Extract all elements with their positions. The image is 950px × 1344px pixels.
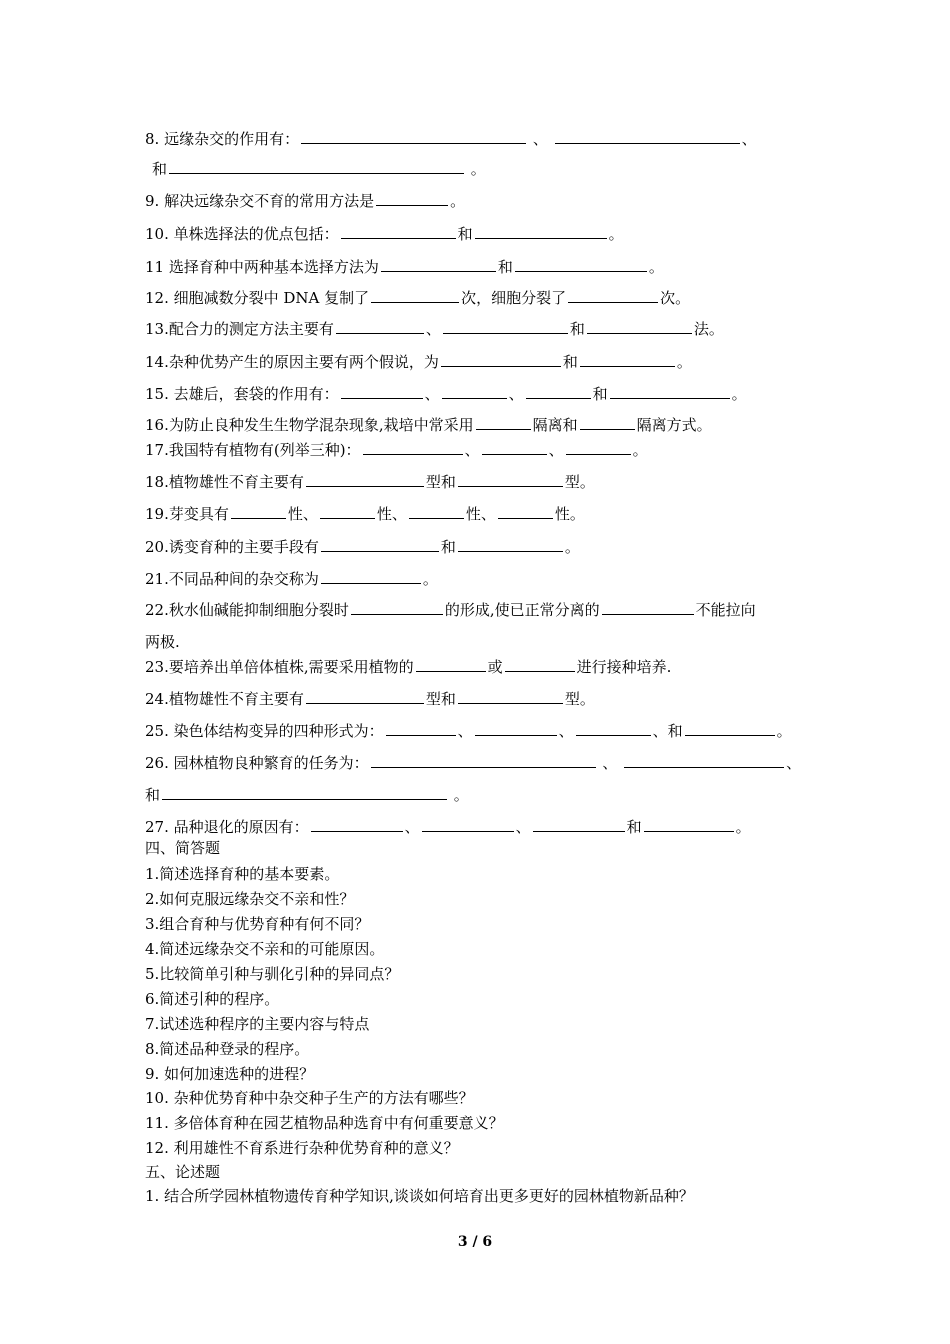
question-text: 。: [632, 441, 648, 459]
answer-blank[interactable]: [458, 688, 563, 704]
question-text: 和: [569, 320, 585, 338]
question-text: 。: [735, 818, 751, 836]
answer-blank[interactable]: [311, 816, 403, 832]
question-q21: [145, 568, 810, 589]
answer-blank[interactable]: [320, 503, 375, 519]
short-answer-question: 10. 杂种优势育种中杂交种子生产的方法有哪些？: [145, 1089, 474, 1107]
question-text: 的形成,使已正常分离的: [444, 601, 600, 619]
question-text: 22.秋水仙碱能抑制细胞分裂时: [145, 601, 349, 619]
question-q20: [145, 536, 810, 557]
question-q27: [145, 816, 810, 837]
answer-blank[interactable]: [685, 720, 775, 736]
question-text: 性。: [554, 505, 585, 523]
answer-blank[interactable]: [351, 599, 443, 615]
answer-blank[interactable]: [422, 816, 514, 832]
question-q22: [145, 599, 810, 620]
question-text: 19.芽变具有: [145, 505, 229, 523]
question-text: 次。: [660, 289, 691, 307]
answer-blank[interactable]: [376, 190, 448, 206]
answer-blank[interactable]: [458, 471, 563, 487]
page-number: 3 / 6: [457, 1234, 493, 1250]
question-text: 。: [466, 160, 486, 178]
short-answer-question: 4.简述远缘杂交不亲和的可能原因。: [145, 940, 385, 958]
answer-blank[interactable]: [576, 720, 651, 736]
answer-blank[interactable]: [568, 287, 658, 303]
question-text: 和: [626, 818, 642, 836]
question-q10: [145, 223, 810, 244]
answer-blank[interactable]: [441, 351, 561, 367]
question-q16: [145, 414, 810, 435]
question-text: 16.为防止良种发生生物学混杂现象,栽培中常采用: [145, 416, 474, 434]
answer-blank[interactable]: [341, 383, 423, 399]
answer-blank[interactable]: [231, 503, 286, 519]
section-title-short-answer: 四、简答题: [145, 839, 221, 857]
answer-blank[interactable]: [580, 351, 675, 367]
answer-blank[interactable]: [475, 223, 607, 239]
question-text: 和: [497, 258, 513, 276]
question-text: 13.配合力的测定方法主要有: [145, 320, 334, 338]
question-text: 25. 染色体结构变异的四种形式为：: [145, 722, 384, 740]
question-text: 和: [152, 160, 168, 178]
question-text: 14.杂种优势产生的原因主要有两个假说，为: [145, 353, 439, 371]
question-q11: [145, 256, 810, 277]
answer-blank[interactable]: [409, 503, 464, 519]
answer-blank[interactable]: [644, 816, 734, 832]
short-answer-question: 3.组合育种与优势育种有何不同？: [145, 915, 370, 933]
question-text: 性、: [376, 505, 407, 523]
question-text: 15. 去雄后，套袋的作用有：: [145, 385, 339, 403]
answer-blank[interactable]: [416, 656, 486, 672]
question-text: 27. 品种退化的原因有：: [145, 818, 309, 836]
answer-blank[interactable]: [555, 128, 740, 144]
answer-blank[interactable]: [336, 318, 424, 334]
answer-blank[interactable]: [580, 414, 635, 430]
answer-blank[interactable]: [458, 536, 563, 552]
question-text: 17.我国特有植物有(列举三种)：: [145, 441, 361, 459]
essay-question: 1. 结合所学园林植物遗传育种学知识,谈谈如何培育出更多更好的园林植物新品种？: [145, 1187, 694, 1205]
question-q15: [145, 383, 810, 404]
short-answer-question: 11. 多倍体育种在园艺植物品种选育中有何重要意义？: [145, 1114, 504, 1132]
section-title-essay: 五、论述题: [145, 1163, 221, 1181]
question-text: 和: [592, 385, 608, 403]
answer-blank[interactable]: [321, 568, 421, 584]
question-text: 或: [487, 658, 503, 676]
answer-blank[interactable]: [371, 752, 596, 768]
question-text: 、: [515, 818, 531, 836]
short-answer-question: 7.试述选种程序的主要内容与特点: [145, 1015, 370, 1033]
question-text: 26. 园林植物良种繁育的任务为：: [145, 754, 369, 772]
answer-blank[interactable]: [442, 383, 507, 399]
question-text: 隔离方式。: [636, 416, 712, 434]
short-answer-question: 8.简述品种登录的程序。: [145, 1040, 310, 1058]
question-text: 性、: [287, 505, 318, 523]
answer-blank[interactable]: [526, 383, 591, 399]
question-text: 性、: [465, 505, 496, 523]
question-text: 和: [145, 786, 161, 804]
answer-blank[interactable]: [515, 256, 647, 272]
question-text: 、: [558, 722, 574, 740]
answer-blank[interactable]: [505, 656, 575, 672]
question-text: 。: [450, 192, 466, 210]
answer-blank[interactable]: [482, 439, 547, 455]
question-text: 、: [457, 722, 473, 740]
answer-blank[interactable]: [386, 720, 456, 736]
answer-blank[interactable]: [475, 720, 557, 736]
question-text: 法。: [693, 320, 724, 338]
answer-blank[interactable]: [363, 439, 463, 455]
question-q12: [145, 287, 810, 308]
answer-blank[interactable]: [162, 784, 447, 800]
question-text: 型。: [564, 690, 595, 708]
question-text: 10. 单株选择法的优点包括：: [145, 225, 339, 243]
question-text: 。: [731, 385, 747, 403]
question-text: 、和: [652, 722, 683, 740]
question-text: 11 选择育种中两种基本选择方法为: [145, 258, 379, 276]
question-text: 12. 细胞减数分裂中 DNA 复制了: [145, 289, 370, 307]
answer-blank[interactable]: [624, 752, 784, 768]
question-text: 、: [786, 754, 802, 772]
question-text: 型和: [425, 690, 456, 708]
question-text: 21.不同品种间的杂交称为: [145, 570, 319, 588]
question-text: 。: [422, 570, 438, 588]
short-answer-question: 6.简述引种的程序。: [145, 990, 280, 1008]
question-text: 24.植物雄性不育主要有: [145, 690, 304, 708]
question-text: 。: [776, 722, 792, 740]
question-text: 型和: [425, 473, 456, 491]
question-text: 20.诱变育种的主要手段有: [145, 538, 319, 556]
question-q8: [145, 128, 810, 149]
answer-blank[interactable]: [306, 471, 424, 487]
question-text: 、: [548, 441, 564, 459]
question-text: 隔离和: [532, 416, 578, 434]
question-text: 、: [464, 441, 480, 459]
question-text: 。: [564, 538, 580, 556]
question-text: 。: [449, 786, 469, 804]
answer-blank[interactable]: [443, 318, 568, 334]
answer-blank[interactable]: [169, 158, 464, 174]
question-text: 。: [648, 258, 664, 276]
question-q19: [145, 503, 810, 524]
answer-blank[interactable]: [371, 287, 459, 303]
question-text: 、: [424, 385, 440, 403]
question-text: 、: [741, 130, 757, 148]
question-q17: [145, 439, 810, 460]
question-text: 、: [404, 818, 420, 836]
short-answer-question: 2.如何克服远缘杂交不亲和性？: [145, 890, 355, 908]
answer-blank[interactable]: [566, 439, 631, 455]
question-text: 。: [608, 225, 624, 243]
question-text: 、: [508, 385, 524, 403]
answer-blank[interactable]: [476, 414, 531, 430]
question-q8b: [152, 158, 810, 179]
question-q26: [145, 752, 810, 773]
answer-blank[interactable]: [498, 503, 553, 519]
question-q26b: [145, 784, 810, 805]
answer-blank[interactable]: [341, 223, 456, 239]
question-text: 。: [676, 353, 692, 371]
answer-blank[interactable]: [610, 383, 730, 399]
answer-blank[interactable]: [587, 318, 692, 334]
question-text: 8. 远缘杂交的作用有：: [145, 130, 300, 148]
question-q22b: [145, 632, 810, 652]
question-q13: [145, 318, 810, 339]
short-answer-question: 9. 如何加速选种的进程？: [145, 1065, 315, 1083]
question-text: 次，细胞分裂了: [461, 289, 567, 307]
question-text: 、: [425, 320, 441, 338]
question-text: 和: [440, 538, 456, 556]
question-q24: [145, 688, 810, 709]
question-q23: [145, 656, 810, 677]
answer-blank[interactable]: [602, 599, 694, 615]
question-q18: [145, 471, 810, 492]
question-text: 、: [597, 754, 623, 772]
answer-blank[interactable]: [321, 536, 439, 552]
question-text: 9. 解决远缘杂交不育的常用方法是: [145, 192, 375, 210]
answer-blank[interactable]: [381, 256, 496, 272]
question-text: 、: [528, 130, 553, 148]
question-q9: [145, 190, 810, 211]
short-answer-question: 12. 利用雄性不育系进行杂种优势育种的意义？: [145, 1139, 459, 1157]
answer-blank[interactable]: [533, 816, 625, 832]
question-q25: [145, 720, 810, 741]
question-text: 型。: [564, 473, 595, 491]
question-text: 两极.: [145, 633, 180, 651]
question-q14: [145, 351, 810, 372]
question-text: 和: [457, 225, 473, 243]
short-answer-question: 5.比较简单引种与驯化引种的异同点？: [145, 965, 400, 983]
question-text: 进行接种培养.: [576, 658, 672, 676]
question-text: 不能拉向: [695, 601, 756, 619]
question-text: 和: [562, 353, 578, 371]
short-answer-question: 1.简述选择育种的基本要素。: [145, 865, 340, 883]
answer-blank[interactable]: [301, 128, 526, 144]
answer-blank[interactable]: [306, 688, 424, 704]
question-text: 18.植物雄性不育主要有: [145, 473, 304, 491]
question-text: 23.要培养出单倍体植株,需要采用植物的: [145, 658, 414, 676]
